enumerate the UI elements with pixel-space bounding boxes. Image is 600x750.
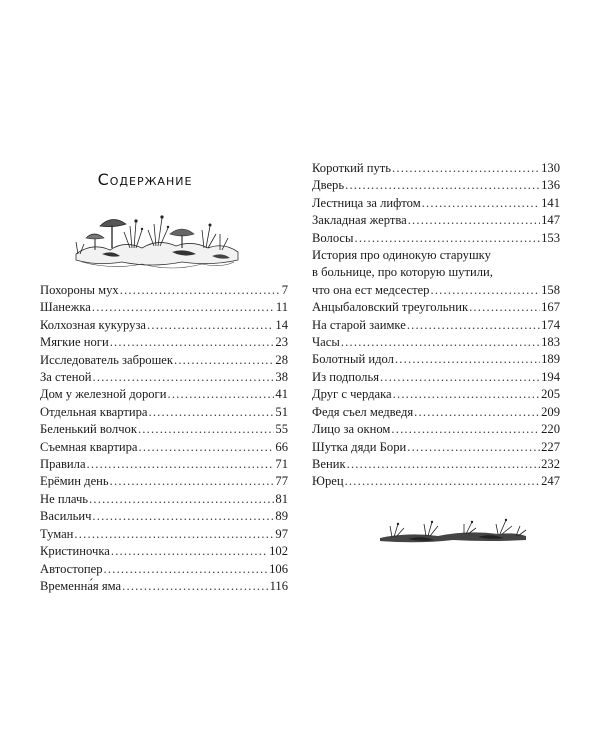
toc-entry: Похороны мух ..... 7 xyxy=(40,282,288,299)
toc-entry: Болотный идол ..... 189 xyxy=(312,351,560,368)
toc-entry: Автостопер ..... 106 xyxy=(40,561,288,578)
toc-entry: Колхозная кукуруза ..... 14 xyxy=(40,317,288,334)
toc-entry: Часы ..... 183 xyxy=(312,334,560,351)
toc-entry: Правила ..... 71 xyxy=(40,456,288,473)
toc-entry-multiline xyxy=(312,247,560,299)
toc-entry: Волосы ..... 153 xyxy=(312,230,560,247)
toc-entry: Шутка дяди Бори ..... 227 xyxy=(312,439,560,456)
toc-entry: За стеной ..... 38 xyxy=(40,369,288,386)
grass-ornament-illustration xyxy=(378,518,528,544)
toc-entry: Временна́я яма ..... 116 xyxy=(40,578,288,595)
toc-entry: Юрец ..... 247 xyxy=(312,473,560,490)
toc-entry: Туман ..... 97 xyxy=(40,526,288,543)
toc-entry: Шанежка ..... 11 xyxy=(40,299,288,316)
toc-entry: Васильич ..... 89 xyxy=(40,508,288,525)
toc-left-column xyxy=(40,282,288,595)
toc-entry: Анцыбаловский треугольник ..... 167 xyxy=(312,299,560,316)
toc-entry: Отдельная квартира ..... 51 xyxy=(40,404,288,421)
toc-entry-line: в больнице, про которую шутили, xyxy=(312,265,493,280)
toc-entry: Исследователь заброшек ..... 28 xyxy=(40,352,288,369)
toc-entry-line: что она ест медсестер ..... 158 xyxy=(312,282,560,299)
toc-right-column xyxy=(312,160,560,491)
snowy-mushroom-illustration xyxy=(72,204,242,278)
toc-entry: На старой заимке ..... 174 xyxy=(312,317,560,334)
toc-entry: Закладная жертва ..... 147 xyxy=(312,212,560,229)
toc-entry: Короткий путь ..... 130 xyxy=(312,160,560,177)
toc-heading: Содержание xyxy=(97,170,193,189)
toc-entry: Дом у железной дороги ..... 41 xyxy=(40,386,288,403)
toc-entry: Лицо за окном ..... 220 xyxy=(312,421,560,438)
toc-entry: Из подполья ..... 194 xyxy=(312,369,560,386)
toc-entry: Не плачь ..... 81 xyxy=(40,491,288,508)
toc-entry: Беленький волчок ..... 55 xyxy=(40,421,288,438)
toc-entry: Веник ..... 232 xyxy=(312,456,560,473)
toc-entry: Съемная квартира ..... 66 xyxy=(40,439,288,456)
toc-entry-line: История про одинокую старушку xyxy=(312,248,491,263)
toc-entry: Ерёмин день ..... 77 xyxy=(40,473,288,490)
toc-entry: Дверь ..... 136 xyxy=(312,177,560,194)
toc-entry: Друг с чердака ..... 205 xyxy=(312,386,560,403)
toc-entry: Кристиночка ..... 102 xyxy=(40,543,288,560)
toc-entry: Мягкие ноги ..... 23 xyxy=(40,334,288,351)
toc-entry: Федя съел медведя ..... 209 xyxy=(312,404,560,421)
toc-entry: Лестница за лифтом ..... 141 xyxy=(312,195,560,212)
